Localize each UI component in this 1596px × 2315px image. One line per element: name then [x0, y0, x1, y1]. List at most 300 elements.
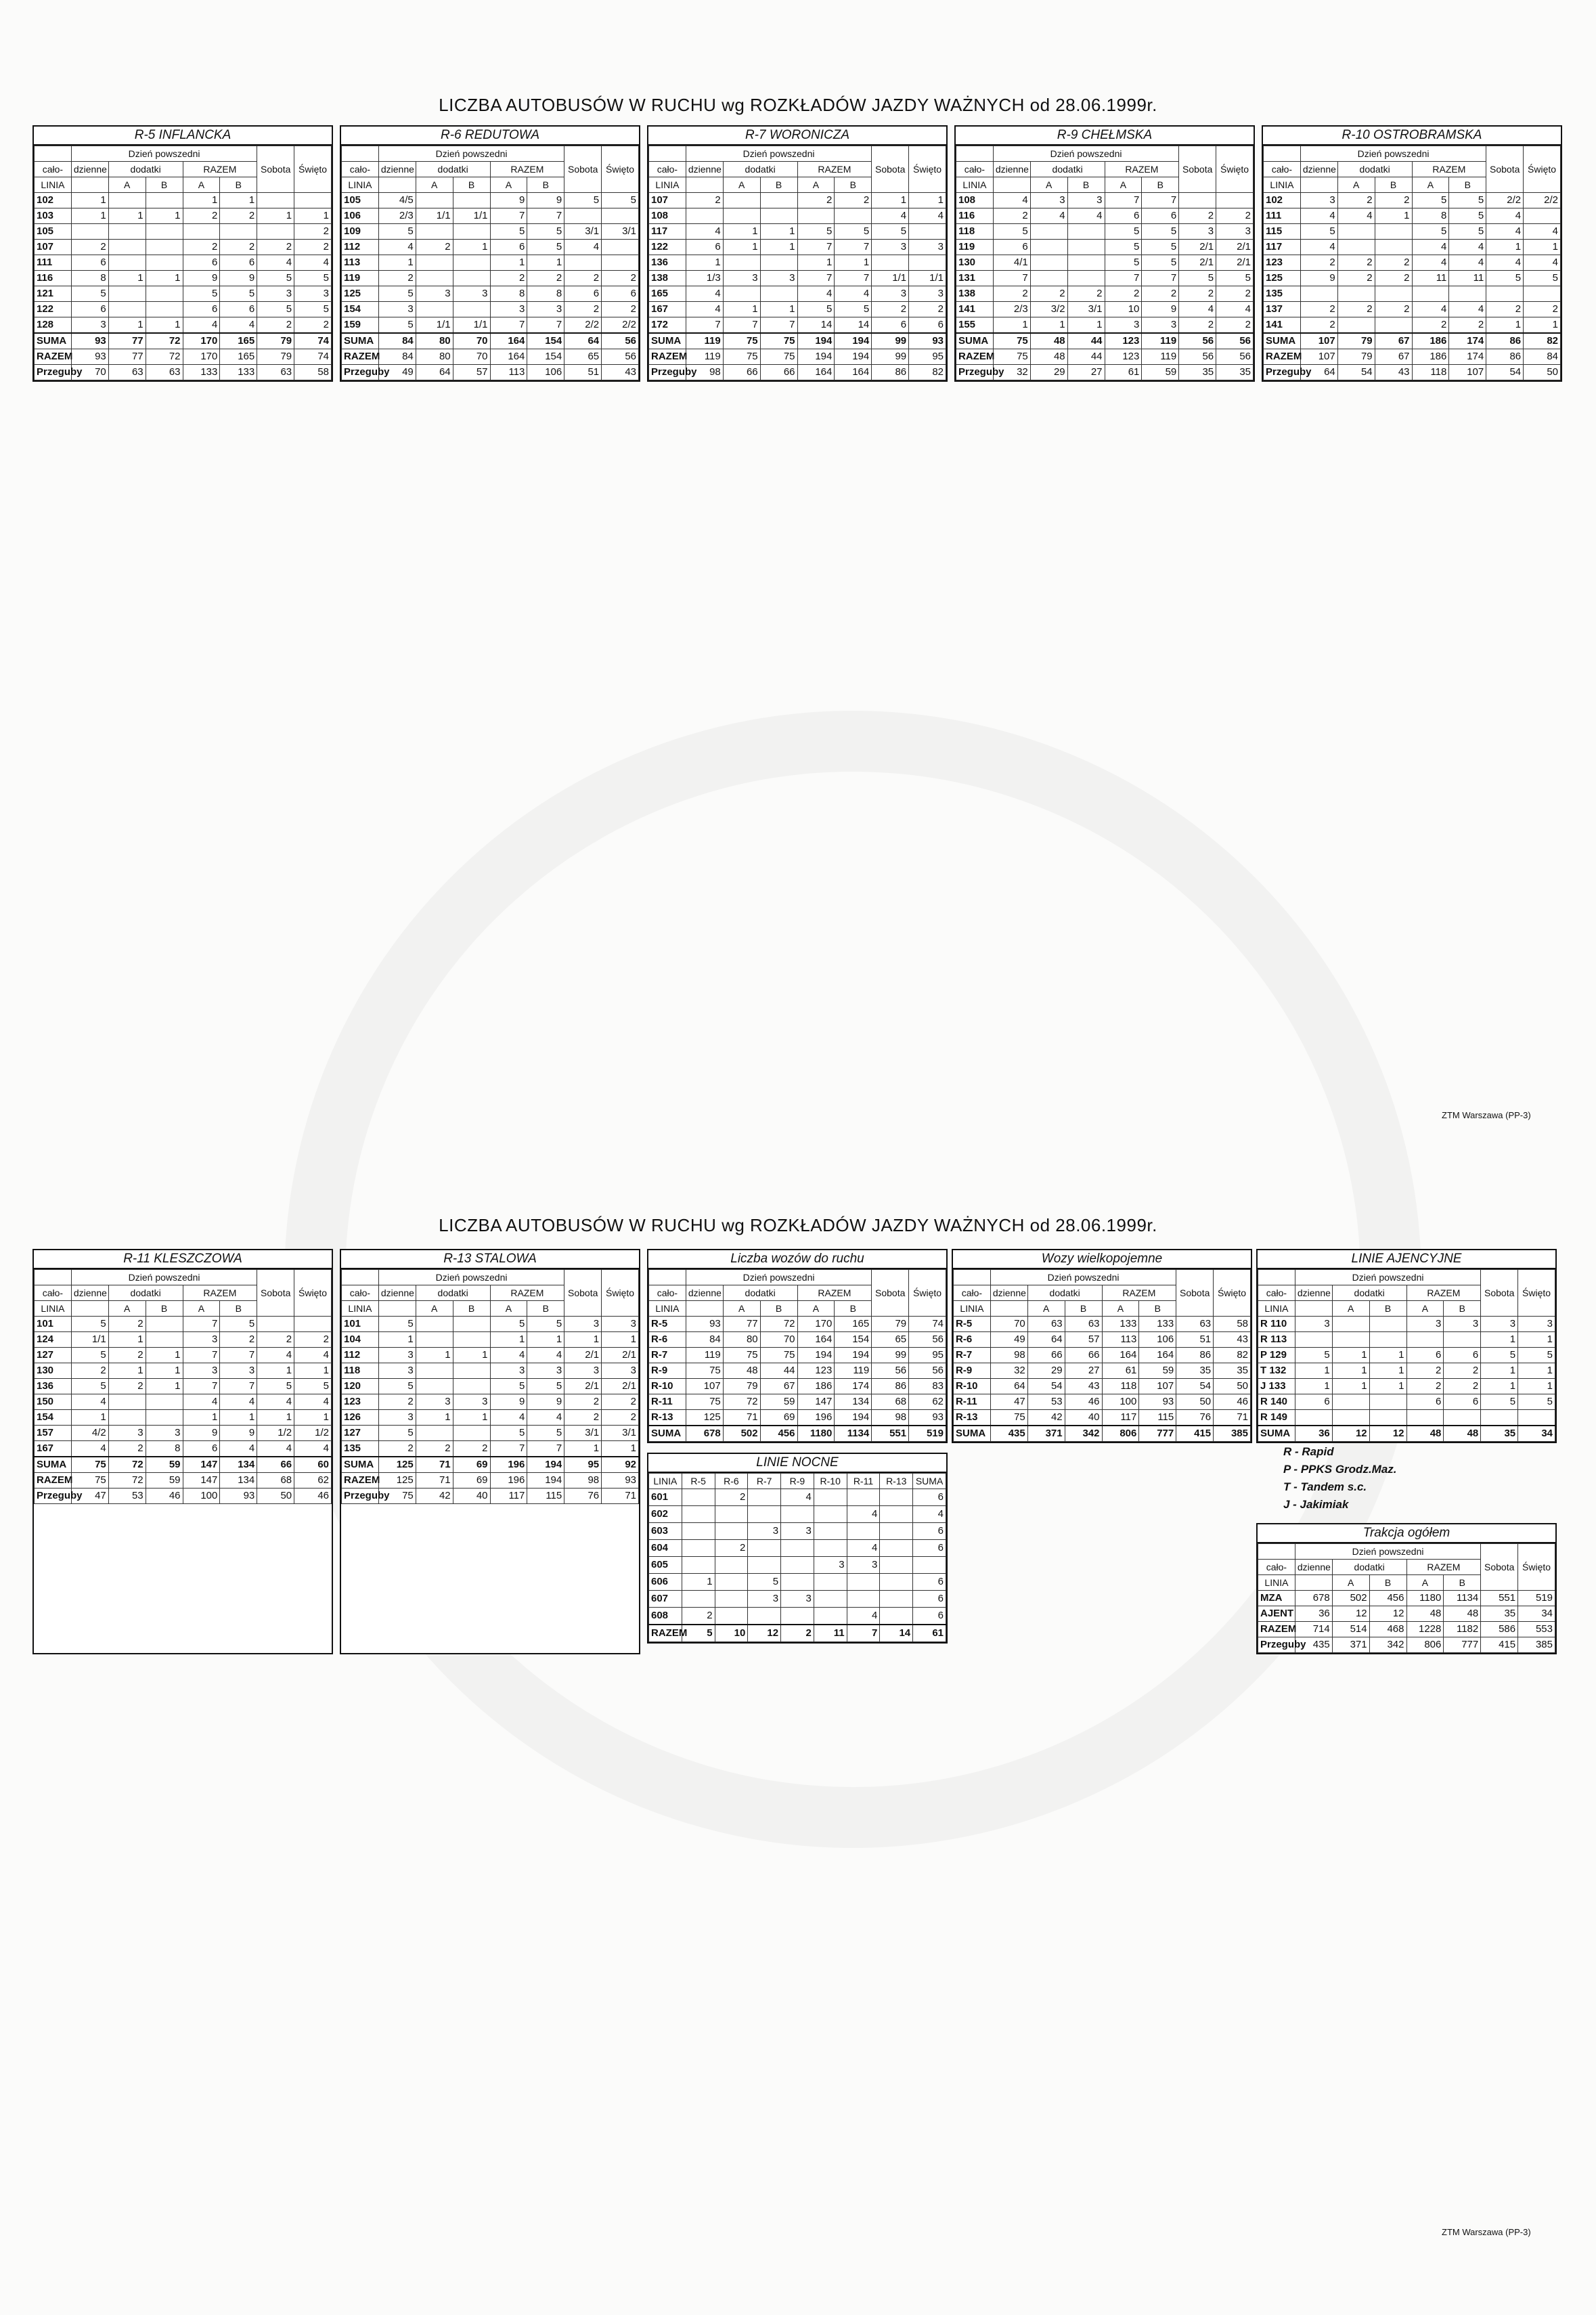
table-row [1264, 240, 1561, 255]
header-razem: RAZEM [797, 1285, 872, 1301]
table-cell: 3 [1300, 193, 1337, 208]
table-row [35, 1394, 332, 1410]
table-cell: 6 [1444, 1348, 1481, 1363]
table-row [1258, 1410, 1555, 1426]
header-day: Dzień powszedni [1295, 1544, 1480, 1560]
table-cell: 6 [183, 302, 220, 317]
table-cell: 5 [1449, 224, 1486, 240]
table-cell: 2 [686, 193, 723, 208]
row-label: 167 [649, 302, 686, 317]
table-cell: 165 [220, 349, 257, 365]
table-cell: 71 [723, 1410, 760, 1426]
table-cell: 119 [1142, 349, 1179, 365]
table-cell: 2 [602, 302, 639, 317]
table-cell: 1 [760, 302, 797, 317]
table-cell: 79 [1337, 349, 1375, 365]
table-cell: 1 [686, 255, 723, 271]
table-cell: 70 [71, 365, 108, 380]
table-cell: 435 [1295, 1637, 1332, 1653]
table-cell: 70 [453, 333, 490, 349]
razem-row [35, 349, 332, 365]
table-cell: 194 [835, 333, 872, 349]
table-cell: 2 [781, 1625, 814, 1642]
table-cell: 2 [108, 1317, 146, 1332]
table-cell: 4 [257, 1348, 294, 1363]
table-cell [1337, 286, 1375, 302]
table-cell: 61 [1105, 365, 1142, 380]
row-label: 112 [342, 240, 379, 255]
table-cell: 71 [602, 1489, 639, 1504]
table-cell: 40 [453, 1489, 490, 1504]
header-cell: A [108, 177, 146, 193]
table-cell: 196 [797, 1410, 835, 1426]
row-label: 131 [956, 271, 994, 286]
header-razem: RAZEM [797, 162, 872, 177]
header-sobota: Sobota [1179, 146, 1216, 193]
table-cell: 165 [835, 1317, 872, 1332]
table-cell: 196 [490, 1473, 527, 1489]
table-row [649, 1506, 946, 1523]
table-cell [814, 1523, 847, 1540]
table-cell: 1 [564, 1332, 602, 1348]
table-cell: 5 [1142, 224, 1179, 240]
table-cell: 56 [909, 1363, 946, 1379]
header-cell: B [1375, 177, 1412, 193]
row-label: AJENT [1258, 1606, 1295, 1622]
table-cell: 75 [993, 349, 1030, 365]
table-cell: 194 [797, 1348, 835, 1363]
table-cell: 95 [909, 1348, 946, 1363]
table-cell: 1 [602, 1332, 639, 1348]
header-dodatki: dodatki [1337, 162, 1412, 177]
table-cell [760, 255, 797, 271]
table-cell: 3 [1142, 317, 1179, 334]
razem-row [342, 349, 639, 365]
table-cell: 1 [1375, 208, 1412, 224]
table-cell: 170 [797, 1317, 835, 1332]
table-cell: 7 [490, 317, 527, 334]
row-label: 117 [1264, 240, 1301, 255]
row-label: Przeguby [1264, 365, 1301, 380]
table-cell: 63 [1065, 1317, 1102, 1332]
table-cell: 1 [71, 193, 108, 208]
table-cell: 35 [1481, 1606, 1518, 1622]
header-razem: RAZEM [490, 1285, 564, 1301]
table-cell [453, 271, 490, 286]
table-cell: 371 [1332, 1637, 1369, 1653]
header-day: Dzień powszedni [1295, 1270, 1480, 1285]
header-cell: B [1444, 1575, 1481, 1591]
table-cell: 1134 [835, 1426, 872, 1442]
table-cell [781, 1574, 814, 1591]
table-cell: 6 [183, 255, 220, 271]
table-cell: 5 [527, 224, 564, 240]
header-row [1258, 1270, 1555, 1285]
table-row [342, 1379, 639, 1394]
table-cell: 1 [108, 271, 146, 286]
table-cell: 7 [527, 317, 564, 334]
table-cell: 4 [1524, 255, 1561, 271]
table-cell: 5 [378, 1379, 416, 1394]
header-row [649, 1270, 946, 1285]
table-cell: 4 [993, 193, 1030, 208]
title-top: LICZBA AUTOBUSÓW W RUCHU wg ROZKŁADÓW JAZDY WAŻNYCH od 28.06.1999r. [439, 95, 1157, 115]
table-cell: 5 [490, 1317, 527, 1332]
table-cell: 2 [294, 240, 332, 255]
table-cell: 385 [1214, 1426, 1251, 1442]
table-cell: 1 [1332, 1348, 1369, 1363]
table-cell: 72 [108, 1473, 146, 1489]
table-cell [814, 1489, 847, 1506]
header-swieto: Święto [1518, 1270, 1555, 1317]
table-row [342, 255, 639, 271]
table-cell: 4 [220, 1394, 257, 1410]
table-cell: 6 [913, 1489, 946, 1506]
table-cell: 8 [490, 286, 527, 302]
table-cell: 93 [909, 1410, 946, 1426]
block-title: R-7 WORONICZA [648, 127, 946, 146]
table-cell: 2 [715, 1540, 748, 1557]
table-row [1258, 1348, 1555, 1363]
table-cell: 69 [453, 1457, 490, 1473]
table-cell: 2 [108, 1379, 146, 1394]
table-cell [814, 1574, 847, 1591]
table-cell: 2/1 [602, 1348, 639, 1363]
table-cell [715, 1591, 748, 1608]
row-label: R 149 [1258, 1410, 1295, 1426]
legend [1256, 1443, 1554, 1514]
header-calo: dzienne [1295, 1560, 1332, 1575]
route-block-bottom-1 [340, 1249, 640, 1654]
table-cell [1067, 224, 1105, 240]
header-calo: cało- [1264, 162, 1301, 177]
table-cell: 3 [294, 286, 332, 302]
row-label: 141 [1264, 317, 1301, 334]
row-label: J 133 [1258, 1379, 1295, 1394]
table-cell: 5 [257, 271, 294, 286]
table-cell: 47 [71, 1489, 108, 1504]
header-cell: R-11 [847, 1474, 880, 1489]
table-row [35, 193, 332, 208]
table-cell: 49 [990, 1332, 1027, 1348]
table-cell: 2 [257, 240, 294, 255]
table-cell: 100 [1102, 1394, 1139, 1410]
table-cell [108, 240, 146, 255]
row-label: Przeguby [35, 1489, 72, 1504]
table-cell: 46 [1214, 1394, 1251, 1410]
table-cell [1030, 224, 1067, 240]
table-cell: 123 [797, 1363, 835, 1379]
table-cell: 7 [527, 208, 564, 224]
table-cell: 2 [220, 1332, 257, 1348]
table-cell: 59 [146, 1457, 183, 1473]
table-cell: 99 [872, 333, 909, 349]
table-cell: 678 [686, 1426, 723, 1442]
table-cell: 113 [1102, 1332, 1139, 1348]
table-cell [108, 224, 146, 240]
table-cell: 43 [1214, 1332, 1251, 1348]
table-cell: 80 [723, 1332, 760, 1348]
table-cell: 56 [1216, 349, 1254, 365]
header-swieto: Święto [909, 146, 946, 193]
table-cell: 2/1 [1216, 255, 1254, 271]
row-label: 105 [342, 193, 379, 208]
row-label: 116 [956, 208, 994, 224]
table-cell: 5 [378, 286, 416, 302]
legend-item: P - PPKS Grodz.Maz. [1283, 1463, 1397, 1476]
table-cell [1030, 255, 1067, 271]
header-cell: A [1412, 177, 1449, 193]
table-cell [1030, 240, 1067, 255]
przeguby-row [342, 365, 639, 380]
table-cell: 2 [993, 208, 1030, 224]
table-cell: 82 [1214, 1348, 1251, 1363]
header-cell: B [1139, 1301, 1176, 1317]
table-cell: 51 [1176, 1332, 1214, 1348]
table-cell: 93 [71, 333, 108, 349]
table-cell: 3 [1179, 224, 1216, 240]
row-label: R-9 [649, 1363, 686, 1379]
table-cell: 4 [872, 208, 909, 224]
table-cell: 2 [835, 193, 872, 208]
row-label: SUMA [1258, 1426, 1295, 1442]
razem-row [35, 1473, 332, 1489]
table-cell: 5 [490, 1379, 527, 1394]
table-row [649, 1557, 946, 1574]
row-label: R-10 [649, 1379, 686, 1394]
header-cell: R-5 [682, 1474, 715, 1489]
table-cell [1332, 1332, 1369, 1348]
table-cell: 50 [1214, 1379, 1251, 1394]
row-label: RAZEM [1264, 349, 1301, 365]
table-cell: 99 [872, 1348, 909, 1363]
table-cell: 74 [909, 1317, 946, 1332]
table-row [954, 1394, 1251, 1410]
table-cell [1295, 1410, 1332, 1426]
table-cell: 43 [602, 365, 639, 380]
table-cell [257, 1317, 294, 1332]
table-cell: 1/1 [872, 271, 909, 286]
header-cell: A [1337, 177, 1375, 193]
table-cell: 5 [993, 224, 1030, 240]
header-cell: A [183, 1301, 220, 1317]
header-cell: SUMA [913, 1474, 946, 1489]
table-cell: 1 [416, 1410, 453, 1426]
table-cell: 2 [378, 1441, 416, 1457]
table-cell: 123 [1105, 333, 1142, 349]
table-cell: 11 [1412, 271, 1449, 286]
table-cell [294, 1317, 332, 1332]
table-cell: 7 [1105, 193, 1142, 208]
table-cell: 7 [1142, 193, 1179, 208]
table-cell: 8 [71, 271, 108, 286]
table-cell: 1 [564, 1441, 602, 1457]
table-cell: 3 [527, 1363, 564, 1379]
table-cell: 519 [1518, 1591, 1555, 1606]
table-cell [715, 1557, 748, 1574]
table-cell: 6 [71, 255, 108, 271]
table-cell [723, 286, 760, 302]
table-cell: 5 [294, 271, 332, 286]
table-cell [760, 193, 797, 208]
table-cell: 194 [527, 1457, 564, 1473]
table-row [954, 1332, 1251, 1348]
header-cell: B [527, 177, 564, 193]
table-cell: 4 [378, 240, 416, 255]
table-row [1258, 1606, 1555, 1622]
table-cell [416, 1379, 453, 1394]
table-cell: 2 [416, 240, 453, 255]
table-cell: 3 [416, 1394, 453, 1410]
table-cell: 107 [1300, 349, 1337, 365]
table-cell: 107 [1300, 333, 1337, 349]
table-cell: 4 [183, 317, 220, 334]
table-cell: 2 [527, 271, 564, 286]
table-cell: 98 [872, 1410, 909, 1426]
header-row [1264, 146, 1561, 162]
row-label: 122 [649, 240, 686, 255]
row-label: 165 [649, 286, 686, 302]
table-row [342, 1348, 639, 1363]
header-day: Dzień powszedni [686, 146, 871, 162]
header-cell: LINIA [342, 1301, 379, 1317]
table-cell: 1 [682, 1574, 715, 1591]
table-cell: 4 [781, 1489, 814, 1506]
header-day: Dzień powszedni [990, 1270, 1176, 1285]
table-cell: 125 [686, 1410, 723, 1426]
table-cell: 83 [909, 1379, 946, 1394]
table-cell: 7 [183, 1317, 220, 1332]
table-cell: 64 [416, 365, 453, 380]
table-cell [872, 255, 909, 271]
table-cell: 5 [378, 224, 416, 240]
table-cell: 77 [723, 1317, 760, 1332]
header-cell: A [490, 1301, 527, 1317]
table-row [35, 317, 332, 334]
table-cell: 7 [527, 1441, 564, 1457]
table-cell [108, 1394, 146, 1410]
table-cell: 9 [220, 1426, 257, 1441]
table-cell: 92 [602, 1457, 639, 1473]
column-agencyjne [1256, 1249, 1554, 1654]
row-label: 119 [342, 271, 379, 286]
table-cell [453, 224, 490, 240]
row-label: R-5 [954, 1317, 991, 1332]
table-cell: 34 [1518, 1606, 1555, 1622]
table-cell: 2 [490, 271, 527, 286]
table-cell [146, 1332, 183, 1348]
table-cell [760, 286, 797, 302]
table-cell: 5 [71, 1379, 108, 1394]
table-cell: 2 [1375, 193, 1412, 208]
table-cell: 80 [416, 333, 453, 349]
table-row [35, 1426, 332, 1441]
header-swieto: Święto [1518, 1544, 1555, 1591]
header-calo: cało- [1258, 1560, 1295, 1575]
table-cell: 4 [797, 286, 835, 302]
table-cell: 84 [378, 349, 416, 365]
table-cell: 5 [490, 224, 527, 240]
table-row [956, 286, 1254, 302]
header-sobota: Sobota [872, 146, 909, 193]
table-cell: 133 [1139, 1317, 1176, 1332]
header-razem: RAZEM [1102, 1285, 1176, 1301]
header-calo: cało- [1258, 1285, 1295, 1301]
table-cell: 1 [146, 1363, 183, 1379]
header-cell: B [1065, 1301, 1102, 1317]
row-label: 605 [649, 1557, 682, 1574]
table-cell: 2 [453, 1441, 490, 1457]
table-cell: 170 [183, 349, 220, 365]
table-cell: 5 [1481, 1348, 1518, 1363]
table-cell [880, 1557, 913, 1574]
table-cell: 4 [835, 286, 872, 302]
route-block-bottom-0 [32, 1249, 333, 1654]
header-calo: dzienne [990, 1285, 1027, 1301]
table-cell: 1 [294, 1363, 332, 1379]
table-cell: 194 [835, 1348, 872, 1363]
table-cell: 125 [378, 1457, 416, 1473]
table-cell: 2 [1216, 208, 1254, 224]
table-cell: 6 [1295, 1394, 1332, 1410]
table-cell: 3 [723, 271, 760, 286]
table-cell: 134 [220, 1473, 257, 1489]
table-cell: 777 [1139, 1426, 1176, 1442]
table-cell: 2 [1444, 1363, 1481, 1379]
table-cell: 3 [564, 1317, 602, 1332]
przeguby-row [35, 1489, 332, 1504]
table-row [956, 240, 1254, 255]
table-cell: 56 [602, 349, 639, 365]
table-cell: 48 [1030, 349, 1067, 365]
table-cell: 2 [564, 302, 602, 317]
table-cell: 12 [1369, 1426, 1406, 1442]
table-cell: 586 [1481, 1622, 1518, 1637]
table-cell: 49 [378, 365, 416, 380]
row-label: 125 [1264, 271, 1301, 286]
table-cell: 75 [71, 1473, 108, 1489]
sum-row [954, 1426, 1251, 1442]
table-cell: 4 [1030, 208, 1067, 224]
table-cell: 133 [220, 365, 257, 380]
table-cell [1406, 1410, 1444, 1426]
table-cell: 7 [797, 240, 835, 255]
table-row [35, 1332, 332, 1348]
table-cell: 106 [527, 365, 564, 380]
table-cell: 1/1 [909, 271, 946, 286]
table-row [342, 1410, 639, 1426]
table-row [956, 271, 1254, 286]
block-title: R-11 KLESZCZOWA [34, 1250, 332, 1269]
table-cell: 11 [1449, 271, 1486, 286]
table-cell [1332, 1394, 1369, 1410]
row-label: 154 [35, 1410, 72, 1426]
table-cell [146, 1317, 183, 1332]
table-cell: 119 [686, 333, 723, 349]
table-cell: 75 [760, 333, 797, 349]
block-title: R-10 OSTROBRAMSKA [1263, 127, 1561, 146]
table-cell: 27 [1067, 365, 1105, 380]
table-cell: 4 [1067, 208, 1105, 224]
header-cell [686, 177, 723, 193]
table-cell: 2 [602, 1394, 639, 1410]
table-cell: 2/1 [1216, 240, 1254, 255]
table-cell: 63 [1027, 1317, 1065, 1332]
row-label: 123 [342, 1394, 379, 1410]
table-cell: 2/3 [378, 208, 416, 224]
table-cell: 48 [1444, 1606, 1481, 1622]
table-cell: 6 [220, 302, 257, 317]
